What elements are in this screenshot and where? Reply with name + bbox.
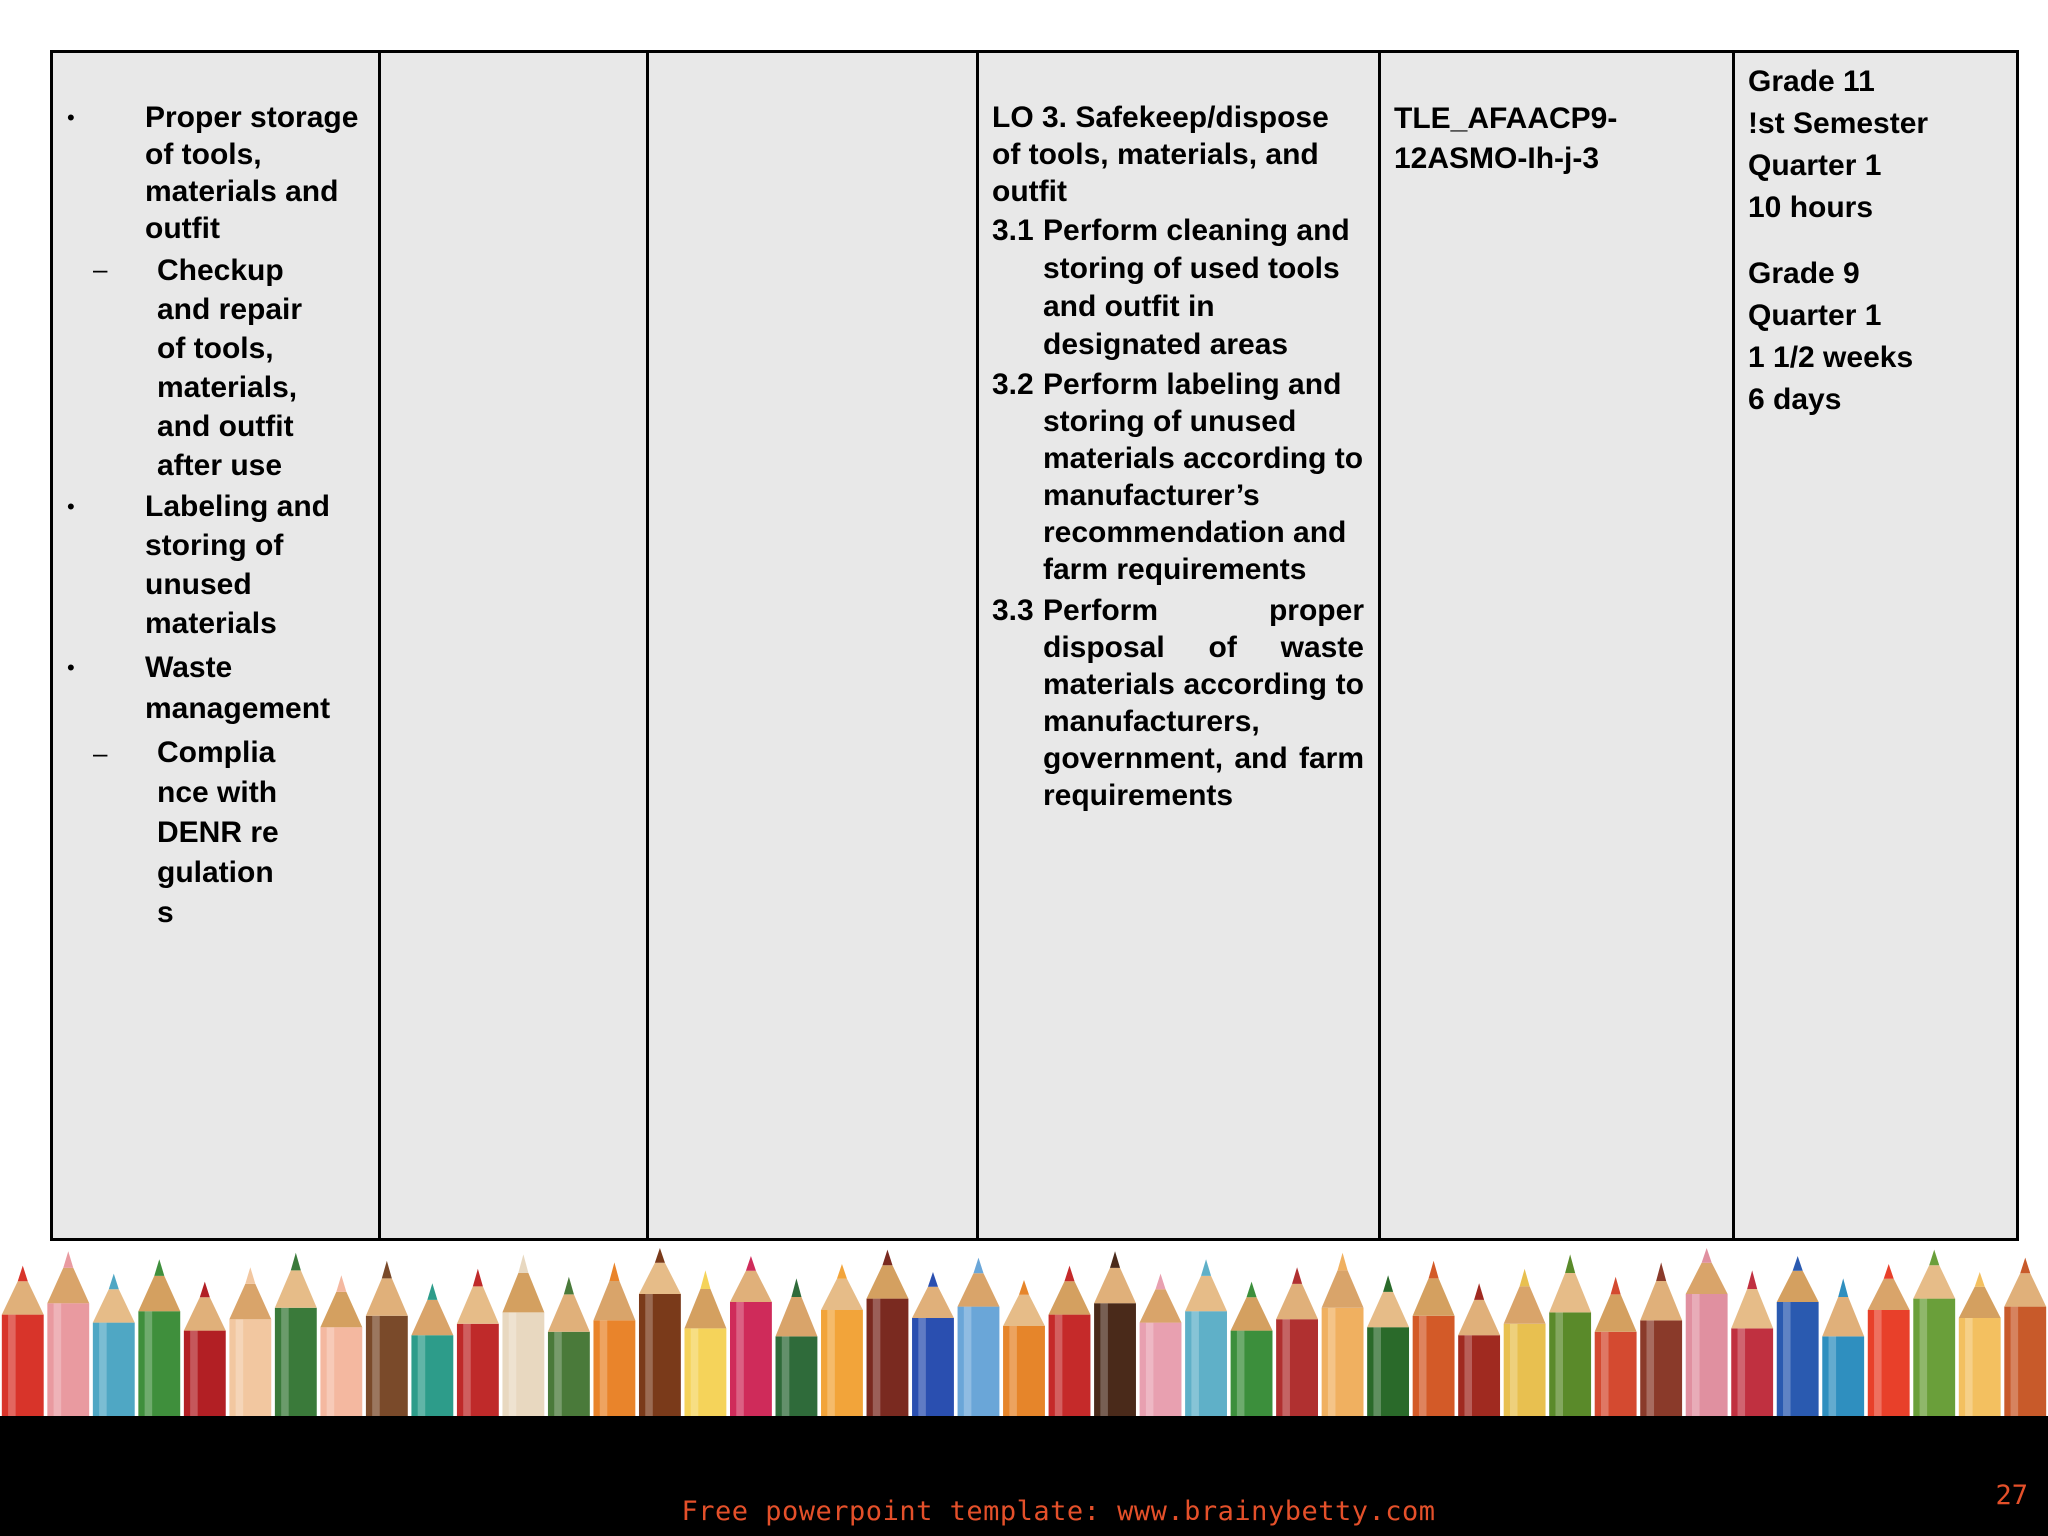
curriculum-table [50,50,2019,1241]
pencil-icon [639,1248,681,1416]
pencil-icon [411,1283,453,1416]
code-line-2: 12ASMO-Ih-j-3 [1394,142,1600,175]
learning-outcome-cell [978,52,1380,1240]
empty-cell [648,52,978,1240]
quarter-label: Quarter 1 [1748,149,1882,182]
pencil-icon [93,1274,135,1416]
code-line-1: TLE_AFAACP9- [1394,102,1618,135]
sub-list-item [67,251,372,485]
pencil-icon [1686,1248,1728,1416]
lo-item-text: Perform cleaning and storing of used tools and outfit in designated areas [1043,214,1350,361]
sub-list-item [67,733,372,933]
pencil-icon [184,1282,226,1416]
bullet-icon: • [67,655,75,680]
pencil-icon [1959,1272,2001,1416]
pencil-icon [1185,1259,1227,1416]
pencil-icon [548,1277,590,1416]
pencil-icon [684,1270,726,1416]
pencil-icon [1731,1270,1773,1416]
pencil-icon [730,1256,772,1416]
empty-cell [380,52,648,1240]
pencil-icon [47,1251,89,1416]
pencil-icon [366,1261,408,1416]
days-label: 6 days [1748,383,1842,416]
pencil-icon [1640,1262,1682,1416]
duration-cell [1734,52,2018,1240]
pencil-icon [1595,1277,1637,1416]
pencil-icon [1413,1261,1455,1416]
lo-title: LO 3. Safekeep/dispose of tools, materials, and outfit [992,101,1329,208]
pencil-icon [912,1272,954,1416]
pencil-icon [1094,1251,1136,1416]
pencil-icon [1504,1269,1546,1416]
sub-item-text: Compliance with DENR regulations [157,736,279,929]
lo-item-number: 3.2 [992,368,1034,401]
bullet-text: Waste management [145,651,331,725]
pencil-icon [1367,1275,1409,1416]
bullet-icon: • [67,494,75,519]
lo-item-text: Perform proper disposal of waste materials according to manufacturers, government, and farm requirements [1043,594,1364,812]
pencil-icon [502,1254,544,1416]
pencil-icon [1458,1283,1500,1416]
pencil-icon [593,1262,635,1416]
pencil-icon [1549,1254,1591,1416]
footer-bar [0,1416,2048,1536]
semester-label: !st Semester [1748,107,1929,140]
grade-11-label: Grade 11 [1748,65,1875,98]
dash-icon: – [93,254,108,284]
lo-item-number: 3.1 [992,214,1034,247]
lo-item-text: Perform labeling and storing of unused materials according to manufacturer’s recommendation and farm requirements [1043,368,1364,586]
pencil-icon [2004,1258,2046,1416]
bullet-text: Labeling and storing of unused materials [145,490,331,640]
pencil-icon [776,1278,818,1416]
pencil-icon [867,1250,909,1416]
pencil-icon [958,1258,1000,1416]
content-cell [52,52,380,1240]
list-item [67,647,372,933]
pencil-banner-image [0,1244,2048,1416]
pencil-icon [1322,1253,1364,1416]
hours-label: 10 hours [1748,191,1874,224]
dash-icon: – [93,738,108,768]
pencil-icon [1049,1266,1091,1416]
list-item [67,487,372,643]
pencil-icon [229,1267,271,1416]
quarter-label: Quarter 1 [1748,299,1882,332]
bullet-icon: • [67,105,75,130]
footer-text: Free powerpoint template: www.brainybetty.com [681,1496,1436,1527]
pencil-icon [1231,1282,1273,1416]
lo-item-number: 3.3 [992,594,1034,627]
weeks-label: 1 1/2 weeks [1748,341,1914,374]
page-number: 27 [1995,1480,2028,1511]
grade-9-label: Grade 9 [1748,257,1860,290]
pencil-icon [320,1275,362,1416]
pencil-icon [1777,1256,1819,1416]
pencil-icon [457,1269,499,1416]
pencil-icon [1913,1250,1955,1416]
pencil-icon [2,1266,44,1416]
code-cell [1380,52,1734,1240]
pencil-icon [821,1264,863,1416]
pencil-icon [1003,1280,1045,1416]
pencil-icon [138,1259,180,1416]
pencil-icon [1822,1278,1864,1416]
lo-item [992,366,1364,588]
pencil-icon [275,1253,317,1416]
pencil-icon [1868,1264,1910,1416]
lo-item [992,592,1364,814]
pencil-icon [1276,1267,1318,1416]
bullet-text: Proper storage of tools, materials and outfit [145,101,359,245]
sub-item-text: Checkup and repair of tools, materials, and outfit after use [157,254,303,482]
pencil-icon [1140,1274,1182,1416]
list-item [67,99,372,485]
lo-item [992,212,1364,364]
